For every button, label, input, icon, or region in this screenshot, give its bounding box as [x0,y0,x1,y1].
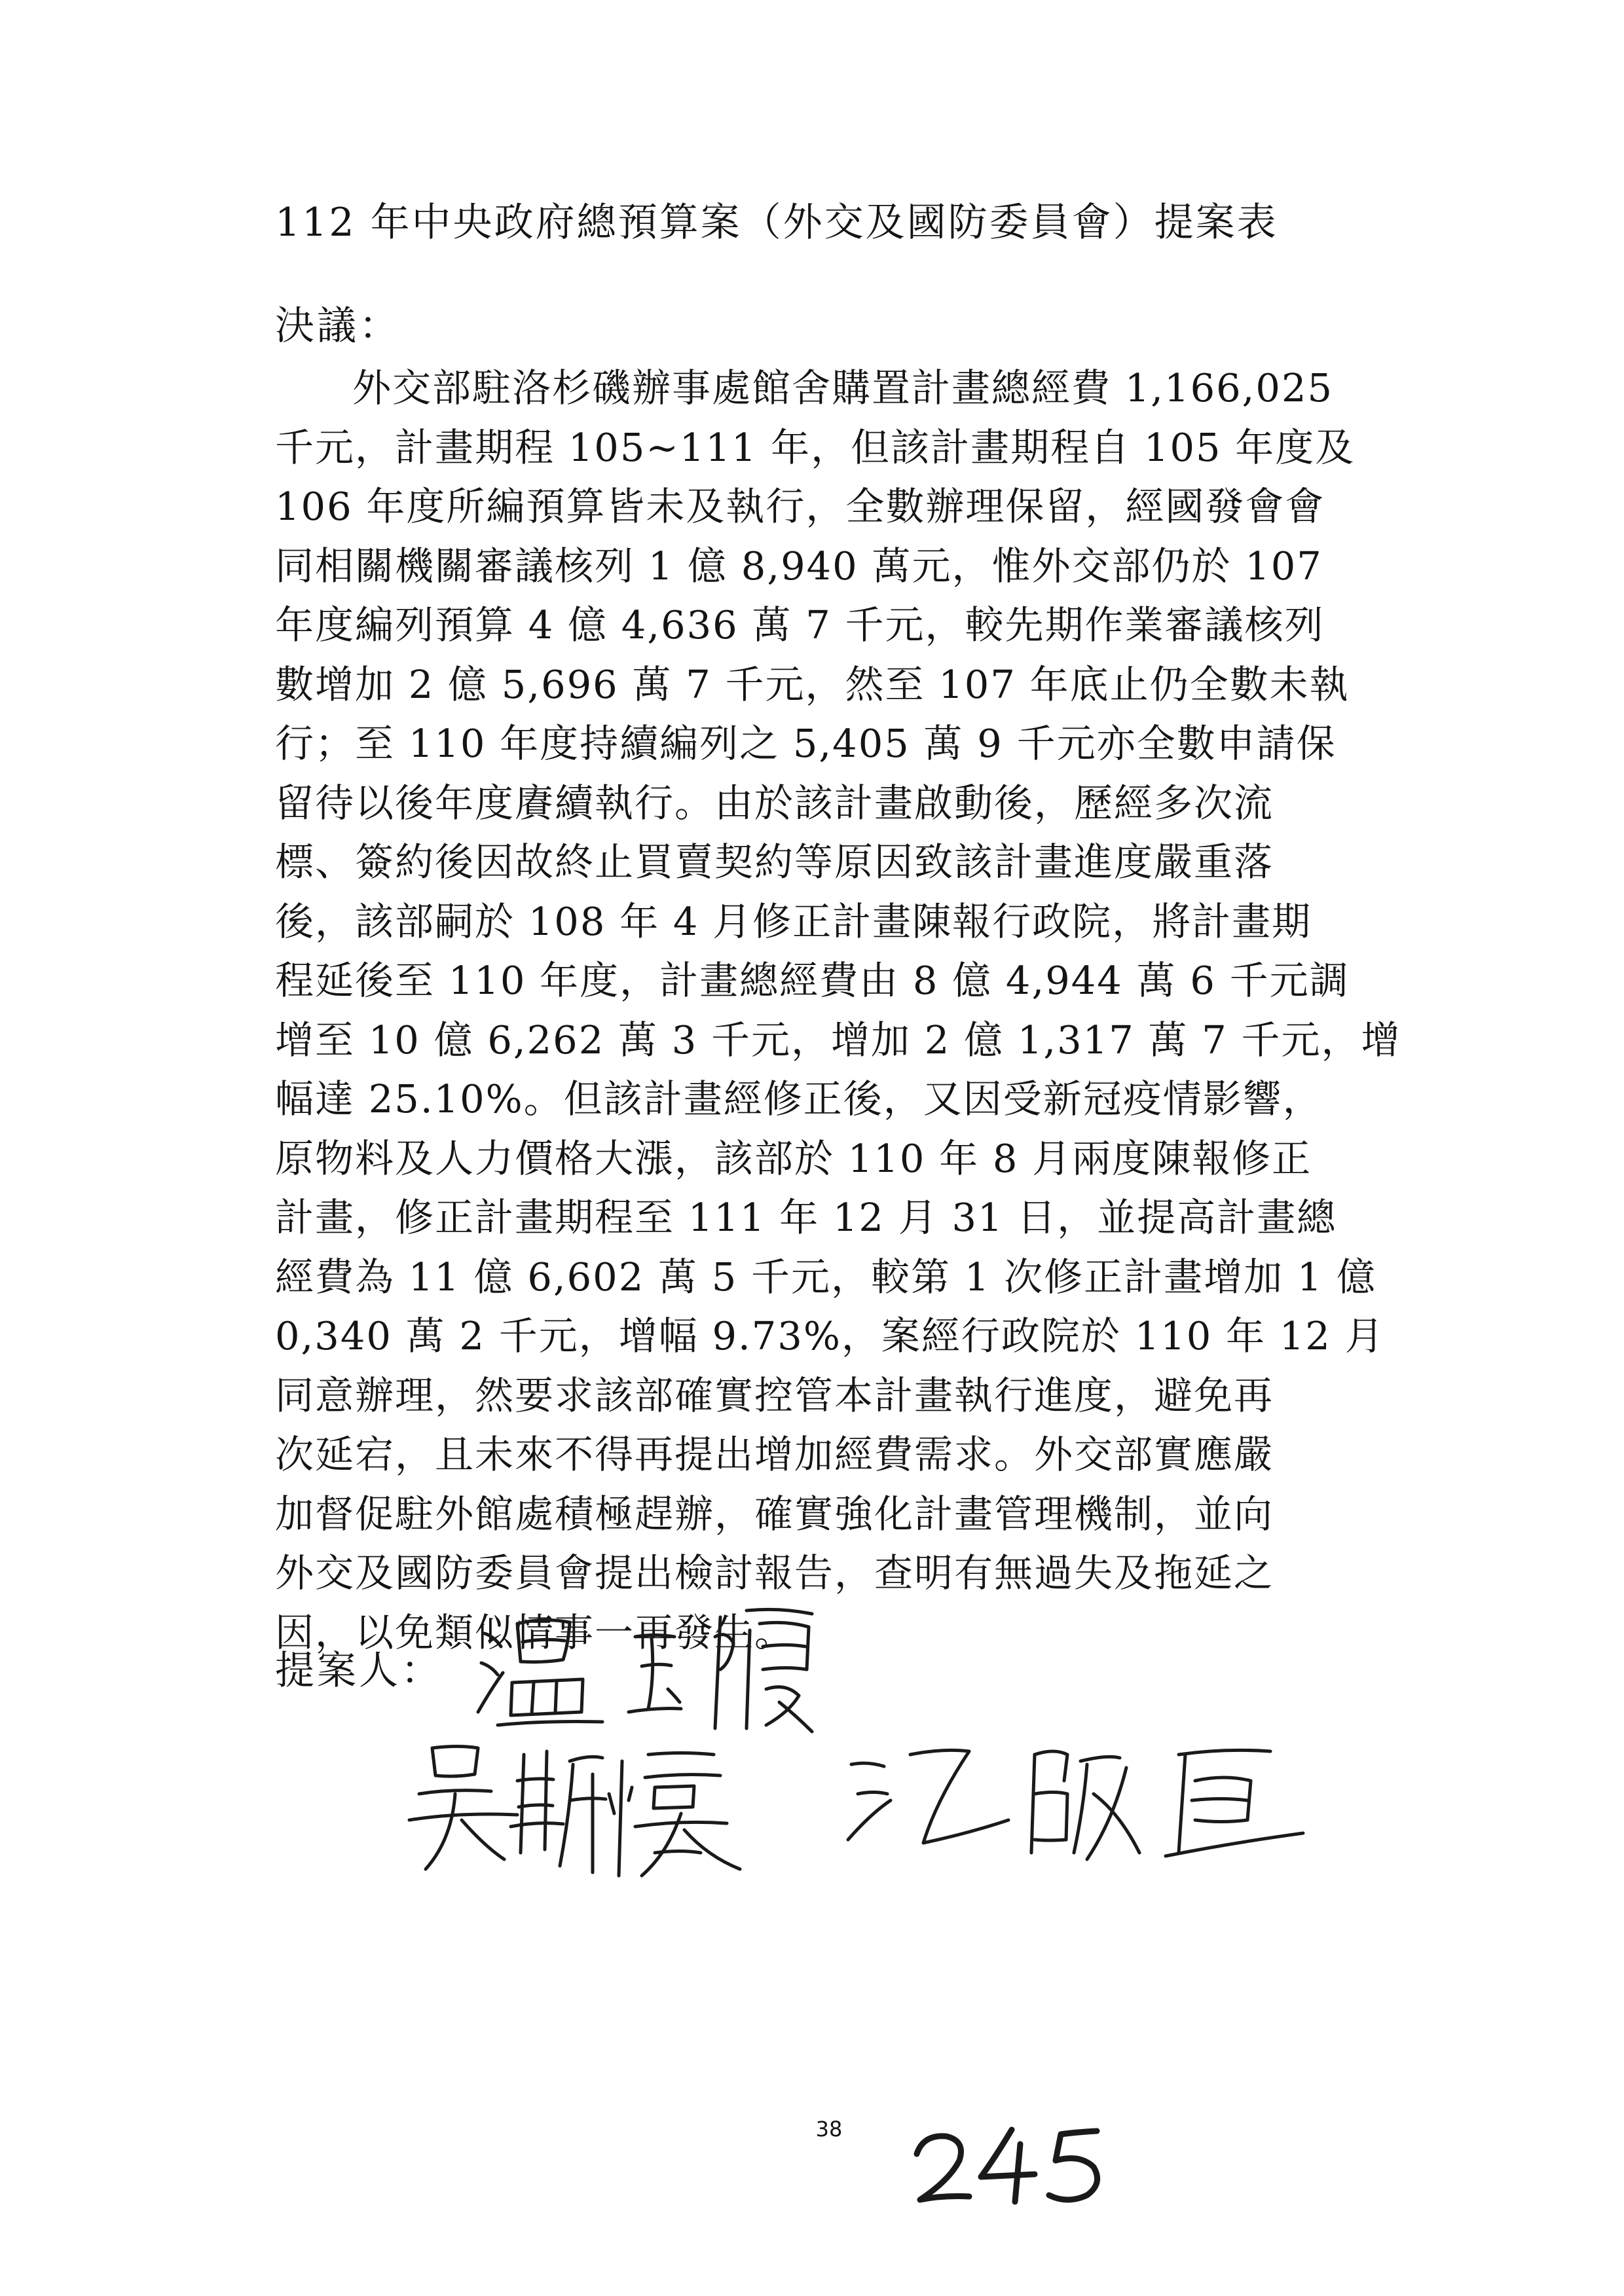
body-line: 原物料及人力價格大漲，該部於 110 年 8 月兩度陳報修正 [275,1135,1312,1181]
body-line: 留待以後年度賡續執行。由於該計畫啟動後，歷經多次流 [275,780,1274,826]
body-line: 次延宕，且未來不得再提出增加經費需求。外交部實應嚴 [275,1432,1274,1477]
page-number: 38 [815,2117,843,2141]
handwritten-page-number [904,2118,1113,2210]
signature-3 [838,1728,1310,1872]
body-line: 後，該部嗣於 108 年 4 月修正計畫陳報行政院，將計畫期 [275,898,1312,944]
body-line: 106 年度所編預算皆未及執行，全數辦理保留，經國發會會 [275,484,1325,529]
signature-2 [406,1728,747,1886]
body-line: 經費為 11 億 6,602 萬 5 千元，較第 1 次修正計畫增加 1 億 [275,1254,1377,1300]
body-line: 外交及國防委員會提出檢討報告，查明有無過失及拖延之 [275,1550,1274,1595]
body-line: 加督促駐外館處積極趕辦，確實強化計畫管理機制，並向 [275,1491,1274,1537]
proposer-label: 提案人： [275,1648,443,1694]
body-line: 外交部駐洛杉磯辦事處館舍購置計畫總經費 1,166,025 [352,365,1334,410]
body-line: 計畫，修正計畫期程至 111 年 12 月 31 日，並提高計畫總 [275,1195,1337,1240]
document-title: 112 年中央政府總預算案（外交及國防委員會）提案表 [275,200,1278,246]
body-line: 幅達 25.10%。但該計畫經修正後，又因受新冠疫情影響， [275,1076,1323,1121]
body-line: 0,340 萬 2 千元，增幅 9.73%，案經行政院於 110 年 12 月 [275,1313,1385,1358]
body-line: 因，以免類似情事一再發生。 [275,1609,795,1655]
resolution-body [275,359,1401,1662]
body-line: 數增加 2 億 5,696 萬 7 千元，然至 107 年底止仍全數未執 [275,661,1350,707]
body-line: 增至 10 億 6,262 萬 3 千元，增加 2 億 1,317 萬 7 千元，增 [275,1017,1401,1063]
body-line: 同意辦理，然要求該部確實控管本計畫執行進度，避免再 [275,1372,1274,1418]
body-line: 程延後至 110 年度，計畫總經費由 8 億 4,944 萬 6 千元調 [275,958,1350,1003]
signature-1 [471,1597,838,1748]
body-line: 千元，計畫期程 105~111 年，但該計畫期程自 105 年度及 [275,424,1356,470]
resolution-label: 決議： [275,303,401,349]
body-line: 行；至 110 年度持續編列之 5,405 萬 9 千元亦全數申請保 [275,721,1337,766]
body-line: 同相關機關審議核列 1 億 8,940 萬元，惟外交部仍於 107 [275,543,1323,589]
body-line: 標、簽約後因故終止買賣契約等原因致該計畫進度嚴重落 [275,839,1274,884]
body-line: 年度編列預算 4 億 4,636 萬 7 千元，較先期作業審議核列 [275,602,1325,647]
